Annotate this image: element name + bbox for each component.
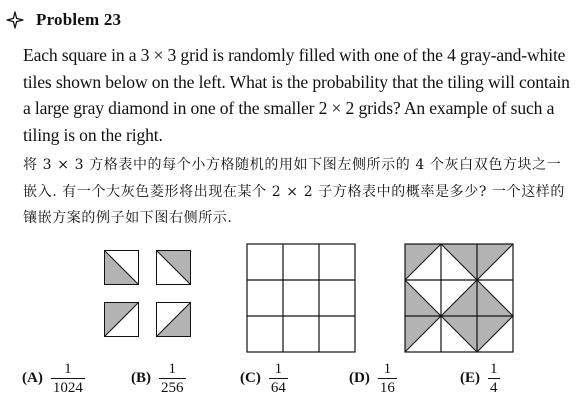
fraction-numerator: 1 (383, 360, 392, 377)
example-tiling-figure (404, 243, 514, 353)
empty-grid-figure (246, 243, 356, 353)
fraction-denominator: 16 (379, 379, 395, 396)
choice-label: (C) (240, 369, 261, 386)
choice-c[interactable] (240, 355, 288, 401)
fraction-denominator: 64 (270, 379, 286, 396)
choice-e[interactable] (460, 355, 500, 401)
tile-gray-bottom-right (157, 303, 191, 337)
tile-gray-top-right (157, 251, 191, 285)
problem-text-chinese: 将 3 × 3 方格表中的每个小方格随机的用如下图左侧所示的 4 个灰白双色方块之一嵌入. 有一个大灰色菱形将出现在某个 2 × 2 子方格表中的概率是多少? 一个这样的镶嵌方案的例子如下图右侧所示. (23, 157, 565, 226)
choice-label: (A) (22, 369, 43, 386)
problem-title: Problem 23 (36, 10, 122, 29)
choice-fraction (269, 360, 288, 397)
tile-gray-top-left (105, 303, 139, 337)
answer-choices (0, 355, 581, 405)
fraction-numerator: 1 (64, 360, 72, 377)
choice-a[interactable] (22, 355, 85, 401)
choice-label: (D) (349, 369, 370, 386)
choice-fraction (488, 360, 500, 397)
choice-fraction (51, 360, 85, 397)
fraction-numerator: 1 (168, 360, 176, 377)
tile-set-figure (104, 250, 192, 338)
problem-header (6, 8, 121, 32)
choice-label: (E) (460, 369, 480, 386)
choice-d[interactable] (349, 355, 397, 401)
fraction-denominator: 4 (490, 379, 498, 396)
four-point-star-icon (6, 11, 24, 29)
fraction-denominator: 1024 (52, 379, 83, 396)
choice-b[interactable] (131, 355, 186, 401)
tile-gray-bottom-left (105, 251, 139, 285)
choice-fraction (378, 360, 397, 397)
fraction-denominator: 256 (161, 379, 184, 396)
choice-label: (B) (131, 369, 151, 386)
fraction-numerator: 1 (274, 360, 283, 377)
problem-text-english: Each square in a 3 × 3 grid is randomly filled with one of the 4 gray-and-white tiles shown below on the left. What is the probability that the tiling will contain a large gray diamond in one of the smaller 2 × 2 grids? An example of such a tiling is on the right. (23, 45, 570, 145)
fraction-numerator: 1 (490, 360, 498, 377)
choice-fraction (159, 360, 186, 397)
